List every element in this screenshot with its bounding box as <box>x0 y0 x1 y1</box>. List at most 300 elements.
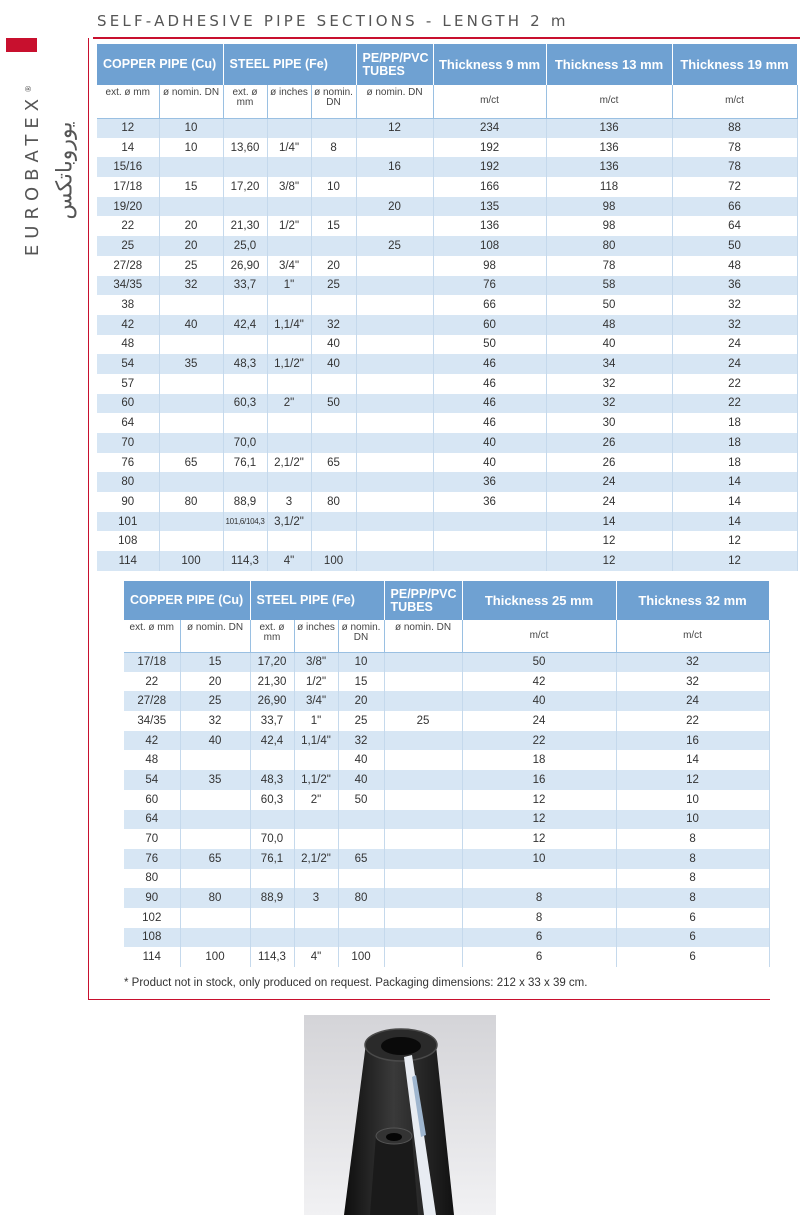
table-cell: 6 <box>616 928 769 948</box>
table-cell: 16 <box>356 157 433 177</box>
table-cell: 8 <box>616 849 769 869</box>
table-cell <box>338 928 384 948</box>
table-cell: 32 <box>546 374 672 394</box>
table-cell: 18 <box>672 433 797 453</box>
table-cell: 192 <box>433 138 546 158</box>
table-cell <box>159 374 223 394</box>
table-cell <box>267 157 311 177</box>
table-cell: 8 <box>462 908 616 928</box>
table-cell: 3 <box>267 492 311 512</box>
table-cell: 98 <box>433 256 546 276</box>
table-cell: 90 <box>124 888 180 908</box>
table-1-row <box>97 531 797 551</box>
table-cell: 25 <box>97 236 159 256</box>
table-cell: 40 <box>159 315 223 335</box>
subheader-fe-inches-2: ø inches <box>294 620 338 652</box>
frame-left-border <box>88 38 89 1000</box>
subheader-unit-25mm: m/ct <box>462 620 616 652</box>
header-steel-pipe: STEEL PIPE (Fe) <box>223 44 356 85</box>
table-2-body <box>124 652 769 967</box>
table-cell: 15 <box>159 177 223 197</box>
table-2-row <box>124 790 769 810</box>
table-cell <box>462 869 616 889</box>
table-cell: 3,1/2" <box>267 512 311 532</box>
table-1-row <box>97 138 797 158</box>
table-cell <box>180 790 250 810</box>
table-cell: 6 <box>462 928 616 948</box>
table-cell: 40 <box>311 335 356 355</box>
table-cell: 24 <box>546 472 672 492</box>
table-cell: 40 <box>433 453 546 473</box>
brand-accent-tab <box>6 38 37 52</box>
table-2-row <box>124 888 769 908</box>
table-cell: 2" <box>294 790 338 810</box>
table-2-row <box>124 770 769 790</box>
table-cell: 30 <box>546 413 672 433</box>
table-cell <box>223 472 267 492</box>
subheader-fe-ext: ext. ø mm <box>223 85 267 118</box>
table-cell <box>267 236 311 256</box>
table-cell: 192 <box>433 157 546 177</box>
table-cell: 35 <box>180 770 250 790</box>
table-cell: 40 <box>311 354 356 374</box>
table-cell <box>223 413 267 433</box>
table-cell: 25,0 <box>223 236 267 256</box>
table-cell: 17/18 <box>97 177 159 197</box>
table-cell: 3/4" <box>267 256 311 276</box>
subheader-unit-32mm: m/ct <box>616 620 769 652</box>
table-cell: 25 <box>384 711 462 731</box>
table-1-row <box>97 433 797 453</box>
subheader-fe-dn: ø nomin. DN <box>311 85 356 118</box>
table-cell: 76,1 <box>250 849 294 869</box>
table-cell: 48,3 <box>250 770 294 790</box>
table-cell <box>384 790 462 810</box>
table-cell <box>356 354 433 374</box>
table-cell: 40 <box>180 731 250 751</box>
table-cell: 3 <box>294 888 338 908</box>
table-cell: 50 <box>338 790 384 810</box>
table-cell: 65 <box>159 453 223 473</box>
table-2-row <box>124 691 769 711</box>
table-cell: 1/2" <box>267 216 311 236</box>
table-2-row <box>124 849 769 869</box>
table-2-row <box>124 672 769 692</box>
table-cell: 1,1/2" <box>294 770 338 790</box>
table-cell: 54 <box>97 354 159 374</box>
table-cell: 100 <box>311 551 356 571</box>
table-cell: 46 <box>433 374 546 394</box>
table-cell <box>356 177 433 197</box>
table-cell: 17,20 <box>250 652 294 672</box>
table-cell <box>159 335 223 355</box>
table-cell: 15/16 <box>97 157 159 177</box>
registered-mark: ® <box>24 84 34 93</box>
table-cell: 108 <box>433 236 546 256</box>
table-cell: 76 <box>433 276 546 296</box>
table-1-row <box>97 453 797 473</box>
subheader-tubes-dn: ø nomin. DN <box>356 85 433 118</box>
table-cell: 32 <box>180 711 250 731</box>
table-cell <box>223 295 267 315</box>
table-cell: 64 <box>672 216 797 236</box>
table-cell: 80 <box>311 492 356 512</box>
table-cell: 8 <box>462 888 616 908</box>
table-cell: 12 <box>97 118 159 138</box>
table-cell: 20 <box>311 256 356 276</box>
table-cell: 6 <box>462 947 616 967</box>
table-1-row <box>97 197 797 217</box>
table-cell <box>311 295 356 315</box>
table-cell: 1,1/4" <box>267 315 311 335</box>
table-cell: 20 <box>159 216 223 236</box>
header-copper-pipe: COPPER PIPE (Cu) <box>97 44 223 85</box>
table-cell: 50 <box>672 236 797 256</box>
table-cell: 8 <box>311 138 356 158</box>
table-cell: 10 <box>616 790 769 810</box>
table-cell <box>294 869 338 889</box>
table-cell <box>384 770 462 790</box>
table-cell: 48 <box>672 256 797 276</box>
table-cell: 12 <box>546 531 672 551</box>
table-cell: 24 <box>546 492 672 512</box>
table-cell: 90 <box>97 492 159 512</box>
subheader-unit-19mm: m/ct <box>672 85 797 118</box>
table-cell <box>311 433 356 453</box>
table-cell: 18 <box>462 750 616 770</box>
table-cell <box>180 750 250 770</box>
table-cell: 42,4 <box>250 731 294 751</box>
table-cell: 40 <box>462 691 616 711</box>
table-cell: 10 <box>311 177 356 197</box>
header-pe-pp-pvc-tubes: PE/PP/PVC TUBES <box>356 44 433 85</box>
table-cell: 1,1/4" <box>294 731 338 751</box>
table-cell: 25 <box>180 691 250 711</box>
table-cell: 6 <box>616 947 769 967</box>
table-cell: 80 <box>159 492 223 512</box>
table-cell <box>356 138 433 158</box>
table-cell: 33,7 <box>223 276 267 296</box>
table-cell: 65 <box>338 849 384 869</box>
table-1-row <box>97 472 797 492</box>
table-cell: 12 <box>672 531 797 551</box>
table-cell: 12 <box>462 810 616 830</box>
table-cell: 12 <box>356 118 433 138</box>
table-cell: 14 <box>672 512 797 532</box>
table-cell: 6 <box>616 908 769 928</box>
table-cell: 54 <box>124 770 180 790</box>
table-cell: 40 <box>338 770 384 790</box>
brand-logo-persian <box>52 75 78 265</box>
table-cell: 72 <box>672 177 797 197</box>
table-cell <box>267 374 311 394</box>
table-cell: 78 <box>546 256 672 276</box>
subheader-cu-ext-2: ext. ø mm <box>124 620 180 652</box>
table-cell <box>311 236 356 256</box>
header-thickness-9mm: Thickness 9 mm <box>433 44 546 85</box>
table-cell: 14 <box>97 138 159 158</box>
table-cell: 24 <box>672 354 797 374</box>
footnote: * Product not in stock, only produced on request. Packaging dimensions: 212 x 33 x 39 cm. <box>124 977 588 989</box>
header-copper-pipe-2: COPPER PIPE (Cu) <box>124 581 250 620</box>
header-thickness-25mm: Thickness 25 mm <box>462 581 616 620</box>
table-cell: 50 <box>546 295 672 315</box>
subheader-cu-ext: ext. ø mm <box>97 85 159 118</box>
table-cell: 70 <box>97 433 159 453</box>
table-cell: 48 <box>124 750 180 770</box>
table-cell: 1,1/2" <box>267 354 311 374</box>
table-1-row <box>97 394 797 414</box>
table-cell: 42 <box>97 315 159 335</box>
table-cell: 12 <box>672 551 797 571</box>
table-cell <box>267 118 311 138</box>
table-2-row <box>124 652 769 672</box>
table-cell <box>180 829 250 849</box>
title-divider <box>93 37 800 39</box>
table-cell: 10 <box>462 849 616 869</box>
insulation-pipe-sections-icon <box>304 1015 496 1215</box>
table-1-row <box>97 118 797 138</box>
table-cell <box>311 374 356 394</box>
table-cell: 57 <box>97 374 159 394</box>
table-cell: 166 <box>433 177 546 197</box>
table-cell <box>180 869 250 889</box>
table-cell: 42 <box>124 731 180 751</box>
table-cell: 98 <box>546 216 672 236</box>
table-cell: 100 <box>159 551 223 571</box>
table-1-row <box>97 374 797 394</box>
table-cell <box>311 118 356 138</box>
table-cell: 66 <box>672 197 797 217</box>
table-cell: 100 <box>338 947 384 967</box>
table-cell <box>311 512 356 532</box>
table-cell: 10 <box>616 810 769 830</box>
table-cell <box>311 413 356 433</box>
table-cell <box>267 472 311 492</box>
table-cell <box>356 216 433 236</box>
table-cell: 60 <box>97 394 159 414</box>
table-cell: 26 <box>546 433 672 453</box>
table-cell: 36 <box>433 492 546 512</box>
table-cell <box>356 551 433 571</box>
table-cell: 136 <box>546 118 672 138</box>
table-cell: 25 <box>311 276 356 296</box>
table-cell: 50 <box>433 335 546 355</box>
table-cell: 88 <box>672 118 797 138</box>
table-cell <box>433 551 546 571</box>
table-cell: 34 <box>546 354 672 374</box>
table-cell: 58 <box>546 276 672 296</box>
table-cell <box>338 908 384 928</box>
table-cell <box>294 829 338 849</box>
table-1-row <box>97 295 797 315</box>
table-cell: 46 <box>433 394 546 414</box>
table-1-row <box>97 177 797 197</box>
table-cell <box>356 512 433 532</box>
table-cell: 26 <box>546 453 672 473</box>
table-cell <box>384 672 462 692</box>
table-cell: 50 <box>311 394 356 414</box>
table-cell <box>159 295 223 315</box>
table-cell: 108 <box>97 531 159 551</box>
table-cell <box>250 928 294 948</box>
table-1-row <box>97 236 797 256</box>
table-cell <box>384 888 462 908</box>
table-cell: 22 <box>97 216 159 236</box>
subheader-cu-dn-2: ø nomin. DN <box>180 620 250 652</box>
table-cell <box>223 374 267 394</box>
table-cell: 40 <box>546 335 672 355</box>
table-cell <box>311 531 356 551</box>
table-cell <box>159 197 223 217</box>
table-cell: 18 <box>672 413 797 433</box>
table-cell <box>223 531 267 551</box>
table-cell: 42 <box>462 672 616 692</box>
table-cell <box>356 394 433 414</box>
table-1-row <box>97 216 797 236</box>
table-cell: 22 <box>124 672 180 692</box>
table-cell: 22 <box>616 711 769 731</box>
pipe-sections-table-1 <box>97 44 798 571</box>
table-cell <box>338 810 384 830</box>
table-cell: 24 <box>462 711 616 731</box>
table-cell: 2,1/2" <box>267 453 311 473</box>
table-cell <box>356 453 433 473</box>
table-cell: 114,3 <box>223 551 267 571</box>
table-cell: 10 <box>159 118 223 138</box>
table-cell: 48,3 <box>223 354 267 374</box>
table-cell <box>384 731 462 751</box>
subheader-fe-inches: ø inches <box>267 85 311 118</box>
table-cell: 14 <box>616 750 769 770</box>
table-cell <box>384 947 462 967</box>
table-cell: 98 <box>546 197 672 217</box>
table-cell <box>356 472 433 492</box>
table-cell <box>267 433 311 453</box>
table-cell <box>384 750 462 770</box>
table-cell: 2,1/2" <box>294 849 338 869</box>
table-cell: 15 <box>311 216 356 236</box>
table-cell: 48 <box>97 335 159 355</box>
table-cell <box>356 531 433 551</box>
table-cell: 1" <box>267 276 311 296</box>
table-cell <box>433 531 546 551</box>
subheader-unit-9mm: m/ct <box>433 85 546 118</box>
table-cell: 101,6/104,3 <box>223 512 267 532</box>
table-cell: 21,30 <box>223 216 267 236</box>
table-2-row <box>124 908 769 928</box>
table-cell <box>180 928 250 948</box>
table-cell: 60,3 <box>223 394 267 414</box>
table-cell <box>338 829 384 849</box>
table-cell: 21,30 <box>250 672 294 692</box>
table-cell: 14 <box>672 492 797 512</box>
table-cell: 19/20 <box>97 197 159 217</box>
table-cell: 32 <box>672 315 797 335</box>
table-cell: 1/2" <box>294 672 338 692</box>
table-cell: 3/8" <box>267 177 311 197</box>
table-1-row <box>97 492 797 512</box>
table-cell: 32 <box>338 731 384 751</box>
table-cell <box>159 413 223 433</box>
table-2-row <box>124 928 769 948</box>
table-cell: 20 <box>338 691 384 711</box>
table-cell: 38 <box>97 295 159 315</box>
table-cell <box>159 157 223 177</box>
table-cell <box>250 810 294 830</box>
table-cell <box>356 413 433 433</box>
table-cell: 12 <box>462 790 616 810</box>
header-steel-pipe-2: STEEL PIPE (Fe) <box>250 581 384 620</box>
table-cell <box>250 908 294 928</box>
table-cell <box>384 691 462 711</box>
table-cell: 34/35 <box>97 276 159 296</box>
subheader-tubes-dn-2: ø nomin. DN <box>384 620 462 652</box>
table-cell: 12 <box>616 770 769 790</box>
subheader-unit-13mm: m/ct <box>546 85 672 118</box>
table-cell <box>356 295 433 315</box>
table-cell <box>159 531 223 551</box>
table-cell: 42,4 <box>223 315 267 335</box>
table-cell: 26,90 <box>223 256 267 276</box>
table-2-row <box>124 750 769 770</box>
table-cell: 8 <box>616 829 769 849</box>
table-1-row <box>97 335 797 355</box>
table-cell <box>356 256 433 276</box>
table-cell: 18 <box>672 453 797 473</box>
frame-bottom-border <box>88 999 770 1000</box>
table-cell: 80 <box>124 869 180 889</box>
table-cell: 25 <box>159 256 223 276</box>
table-cell: 20 <box>159 236 223 256</box>
table-cell: 13,60 <box>223 138 267 158</box>
table-cell: 60 <box>124 790 180 810</box>
table-cell: 32 <box>616 672 769 692</box>
table-cell <box>250 750 294 770</box>
table-1-row <box>97 157 797 177</box>
table-cell: 14 <box>672 472 797 492</box>
table-cell <box>159 433 223 453</box>
table-2-row <box>124 731 769 751</box>
table-cell: 88,9 <box>223 492 267 512</box>
table-cell <box>311 472 356 492</box>
table-cell: 66 <box>433 295 546 315</box>
table-cell: 25 <box>356 236 433 256</box>
table-cell <box>267 413 311 433</box>
table-cell: 48 <box>546 315 672 335</box>
table-cell: 80 <box>180 888 250 908</box>
table-cell <box>223 157 267 177</box>
table-2-row <box>124 947 769 967</box>
table-cell: 34/35 <box>124 711 180 731</box>
table-cell: 16 <box>462 770 616 790</box>
table-2-row <box>124 810 769 830</box>
table-cell: 36 <box>433 472 546 492</box>
table-cell: 8 <box>616 869 769 889</box>
table-cell: 15 <box>180 652 250 672</box>
table-cell: 118 <box>546 177 672 197</box>
table-cell: 1" <box>294 711 338 731</box>
table-cell <box>338 869 384 889</box>
table-cell: 17/18 <box>124 652 180 672</box>
table-1-body <box>97 118 797 571</box>
table-cell <box>267 335 311 355</box>
table-cell: 114 <box>124 947 180 967</box>
table-cell: 25 <box>338 711 384 731</box>
table-cell: 70 <box>124 829 180 849</box>
table-cell: 4" <box>294 947 338 967</box>
table-cell <box>356 492 433 512</box>
